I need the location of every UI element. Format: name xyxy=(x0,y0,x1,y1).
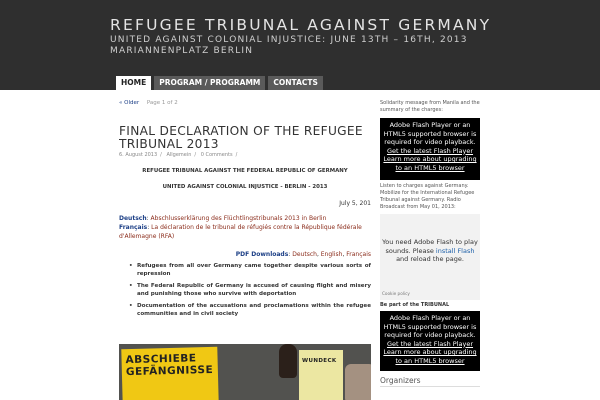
site-description: UNITED AGAINST COLONIAL INJUSTICE: JUNE 13TH – 16TH, 2013 MARIANNENPLATZ BERLIN xyxy=(110,35,468,56)
sidebar-part-label: Be part of the TRIBUNAL xyxy=(380,302,450,308)
cookie-policy-link[interactable]: Cookie policy xyxy=(382,290,410,296)
flash-message: Adobe Flash Player or an HTML5 supported browser is required for video playback. xyxy=(383,121,477,146)
sidebar xyxy=(380,100,480,400)
pdf-english-link[interactable]: English xyxy=(320,251,343,258)
post-date: 6. August 2013 xyxy=(119,152,158,158)
meta-sep: / xyxy=(160,152,162,158)
deutsch-label: Deutsch xyxy=(119,215,147,222)
sound-message-2: and reload the page. xyxy=(396,255,464,263)
nav-tab-program[interactable]: PROGRAM / PROGRAMM xyxy=(154,76,265,90)
bullet-list xyxy=(129,262,371,318)
meta-sep: / xyxy=(194,152,197,158)
list-item: • Documentation of the accusations and proclamations within the refugee communities and in civil society xyxy=(129,302,371,318)
install-flash-link[interactable]: install Flash xyxy=(435,246,475,255)
francais-label: Français xyxy=(119,224,148,231)
deutsch-link[interactable]: Abschlusserklärung des Flüchtlingstribunals 2013 in Berlin xyxy=(150,215,327,222)
post-comments[interactable]: 0 Comments xyxy=(200,152,233,158)
site-header xyxy=(0,0,600,90)
pdf-deutsch-link[interactable]: Deutsch xyxy=(292,251,317,258)
francais-line: Français: La déclaration de le tribunal de réfugiés contre la République fédérale d'Allemagne (RFA) xyxy=(119,224,362,240)
sound-message: You need Adobe Flash to play sounds. Please xyxy=(382,238,478,255)
list-item: • The Federal Republic of Germany is accused of causing flight and misery and punishing those who survive with deportation xyxy=(129,282,371,298)
html5-upgrade-link[interactable]: Learn more about upgrading to an HTML5 browser xyxy=(383,155,477,172)
francais-link[interactable]: La déclaration de le tribunal de réfugiés contre la République fédérale d'Allemagne (RFA) xyxy=(119,224,362,240)
declaration-date: July 5, 201 xyxy=(339,200,371,207)
flash-player-link[interactable]: Get the latest Flash Player xyxy=(386,146,474,155)
divider xyxy=(380,386,480,387)
pdf-francais-link[interactable]: Français xyxy=(346,251,371,258)
video-player-1[interactable] xyxy=(380,118,480,180)
post-title[interactable]: FINAL DECLARATION OF THE REFUGEE TRIBUNAL 2013 xyxy=(119,124,363,151)
pdf-downloads: PDF Downloads: Deutsch, English, Français xyxy=(235,251,371,258)
protest-sign: ABSCHIEBE GEFÄNGNISSE xyxy=(121,347,218,400)
protest-sign-secondary: WUNDECK xyxy=(299,350,343,400)
protester-arm xyxy=(345,364,371,400)
org-line-2: UNITED AGAINST COLONIAL INJUSTICE - BERLIN - 2013 xyxy=(162,184,328,190)
nav-tab-contacts[interactable]: CONTACTS xyxy=(268,76,323,90)
pdf-label: PDF Downloads xyxy=(235,251,289,258)
post-category[interactable]: Allgemein xyxy=(166,152,192,158)
sidebar-text-radio: Listen to charges against Germany. Mobilize for the International Refugee Tribunal against Germany. Radio Broadcast from May 01, 2013: xyxy=(380,183,475,210)
sidebar-text-manila: Solidarity message from Manila and the summary of the charges: xyxy=(380,100,480,113)
html5-upgrade-link[interactable]: Learn more about upgrading to an HTML5 browser xyxy=(383,348,477,365)
raised-fist xyxy=(279,344,297,378)
meta-sep: / xyxy=(235,152,238,158)
deutsch-line: Deutsch: Abschlusserklärung des Flüchtlingstribunals 2013 in Berlin xyxy=(119,215,327,222)
video-player-2[interactable] xyxy=(380,311,480,371)
post-meta xyxy=(119,152,371,158)
protest-photo[interactable] xyxy=(119,344,371,400)
site-title[interactable]: REFUGEE TRIBUNAL AGAINST GERMANY xyxy=(110,16,492,34)
organizers-heading: Organizers xyxy=(380,376,421,385)
page-info: Page 1 of 2 xyxy=(146,100,178,106)
older-link[interactable]: « Older xyxy=(119,100,140,106)
org-line-1: REFUGEE TRIBUNAL AGAINST THE FEDERAL REPUBLIC OF GERMANY xyxy=(142,168,348,174)
flash-player-link[interactable]: Get the latest Flash Player xyxy=(386,339,474,348)
pager xyxy=(119,100,371,110)
sound-player[interactable] xyxy=(380,214,480,300)
nav-tab-home[interactable]: HOME xyxy=(116,76,151,90)
flash-message: Adobe Flash Player or an HTML5 supported browser is required for video playback. xyxy=(383,314,477,339)
list-item: • Refugees from all over Germany came together despite various sorts of repression xyxy=(129,262,371,278)
main-nav xyxy=(116,76,326,90)
main-content xyxy=(119,100,371,400)
